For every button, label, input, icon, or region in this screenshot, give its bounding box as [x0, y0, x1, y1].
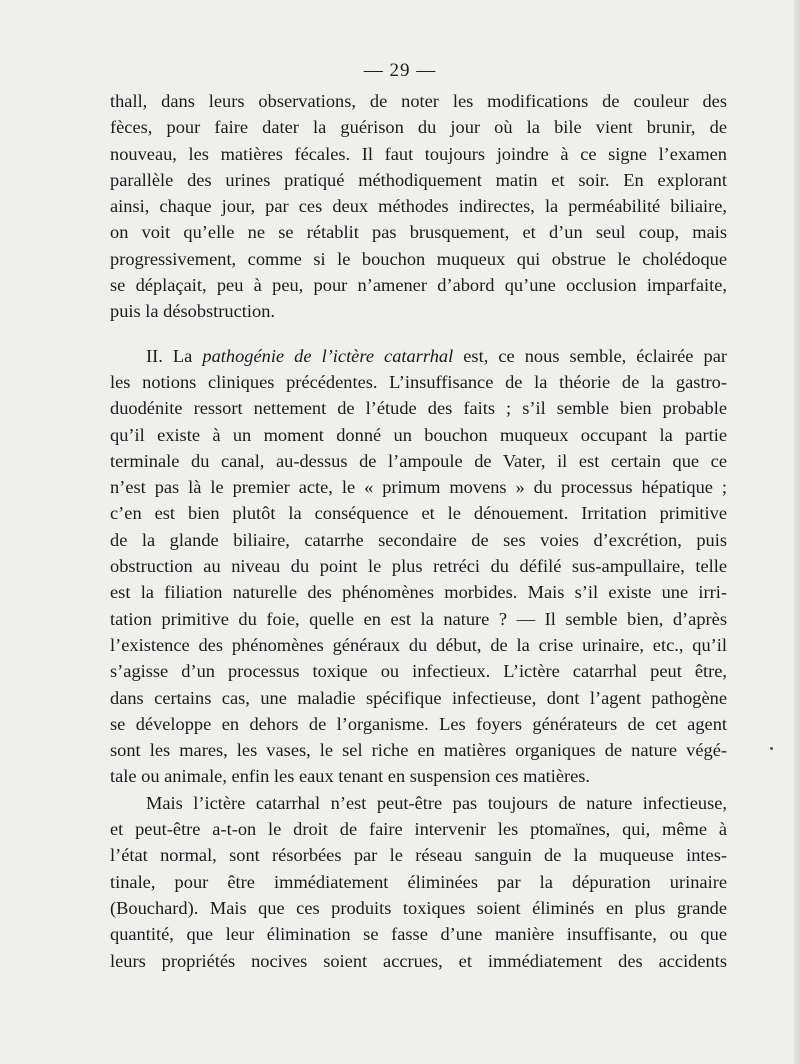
text-line: dans certains cas, une maladie spécifique infectieuse, dont l’agent pathogène [110, 687, 727, 708]
text-line: progressivement, comme si le bouchon muqueux qui obstrue le cholédoque [110, 248, 727, 269]
text-line: n’est pas là le premier acte, le « primum movens » du processus hépatique ; [110, 477, 727, 498]
body-text [110, 88, 727, 974]
ink-speck [770, 747, 773, 750]
text-line: quantité, que leur élimination se fasse d’une manière insuffisante, ou que [110, 924, 727, 945]
text-line: c’en est bien plutôt la conséquence et le dénouement. Irritation primitive [110, 503, 727, 524]
text-line: est la filiation naturelle des phénomènes morbides. Mais s’il existe une irri- [110, 582, 727, 603]
text-line: (Bouchard). Mais que ces produits toxiques soient éliminés en plus grande [110, 897, 727, 918]
page-edge [794, 0, 800, 1064]
text-line: terminale du canal, au-dessus de l’ampoule de Vater, il est certain que ce [110, 450, 727, 471]
paragraph-2 [110, 343, 727, 790]
text-line: leurs propriétés nocives soient accrues, et immédiatement des accidents [110, 950, 727, 971]
text-line: thall, dans leurs observations, de noter les modifications de couleur des [110, 91, 727, 111]
section-number: II. La [146, 345, 203, 366]
text-line: de la glande biliaire, catarrhe secondaire de ses voies d’excrétion, puis [110, 529, 727, 550]
paragraph-gap [110, 325, 727, 343]
text-line: l’existence des phénomènes généraux du début, de la crise urinaire, etc., qu’il [110, 634, 727, 655]
paragraph-1 [110, 88, 727, 325]
text-line: ainsi, chaque jour, par ces deux méthodes indirectes, la perméabilité biliaire, [110, 196, 727, 217]
text-line: tation primitive du foie, quelle en est la nature ? — Il semble bien, d’après [110, 608, 727, 629]
text-line: obstruction au niveau du point le plus retréci du défilé sus-ampullaire, telle [110, 556, 727, 577]
text-line: s’agisse d’un processus toxique ou infectieux. L’ictère catarrhal peut être, [110, 661, 727, 682]
text-line: on voit qu’elle ne se rétablit pas brusquement, et d’un seul coup, mais [110, 222, 727, 243]
text-line: duodénite ressort nettement de l’étude des faits ; s’il semble bien probable [110, 398, 727, 419]
text-line: puis la désobstruction. [110, 301, 275, 322]
paragraph-3 [110, 790, 727, 974]
text-line: parallèle des urines pratiqué méthodiquement matin et soir. En explorant [110, 169, 727, 190]
text-line: qu’il existe à un moment donné un bouchon muqueux occupant la partie [110, 424, 727, 445]
italic-term: pathogénie de l’ictère catarrhal [202, 345, 454, 366]
text-line: nouveau, les matières fécales. Il faut toujours joindre à ce signe l’examen [110, 143, 727, 164]
line-rest: est, ce nous semble, éclairée par [453, 345, 727, 366]
text-line: fèces, pour faire dater la guérison du jour où la bile vient brunir, de [110, 117, 727, 138]
page-number: — 29 — [363, 60, 437, 81]
text-line: l’état normal, sont résorbées par le réseau sanguin de la muqueuse intes- [110, 845, 727, 866]
text-line: et peut-être a-t-on le droit de faire intervenir les ptomaïnes, qui, même à [110, 819, 727, 840]
text-line: sont les mares, les vases, le sel riche en matières organiques de nature végé- [110, 740, 727, 761]
text-line: se déplaçait, peu à peu, pour n’amener d’abord qu’une occlusion imparfaite, [110, 275, 727, 296]
text-line: tale ou animale, enfin les eaux tenant en suspension ces matières. [110, 766, 591, 787]
text-line: Mais l’ictère catarrhal n’est peut-être pas toujours de nature infectieuse, [146, 792, 727, 813]
text-line: les notions cliniques précédentes. L’insuffisance de la théorie de la gastro- [110, 371, 727, 392]
text-line [110, 343, 727, 369]
text-line: se développe en dehors de l’organisme. Les foyers générateurs de cet agent [110, 713, 727, 734]
text-line: tinale, pour être immédiatement éliminées par la dépuration urinaire [110, 871, 727, 892]
